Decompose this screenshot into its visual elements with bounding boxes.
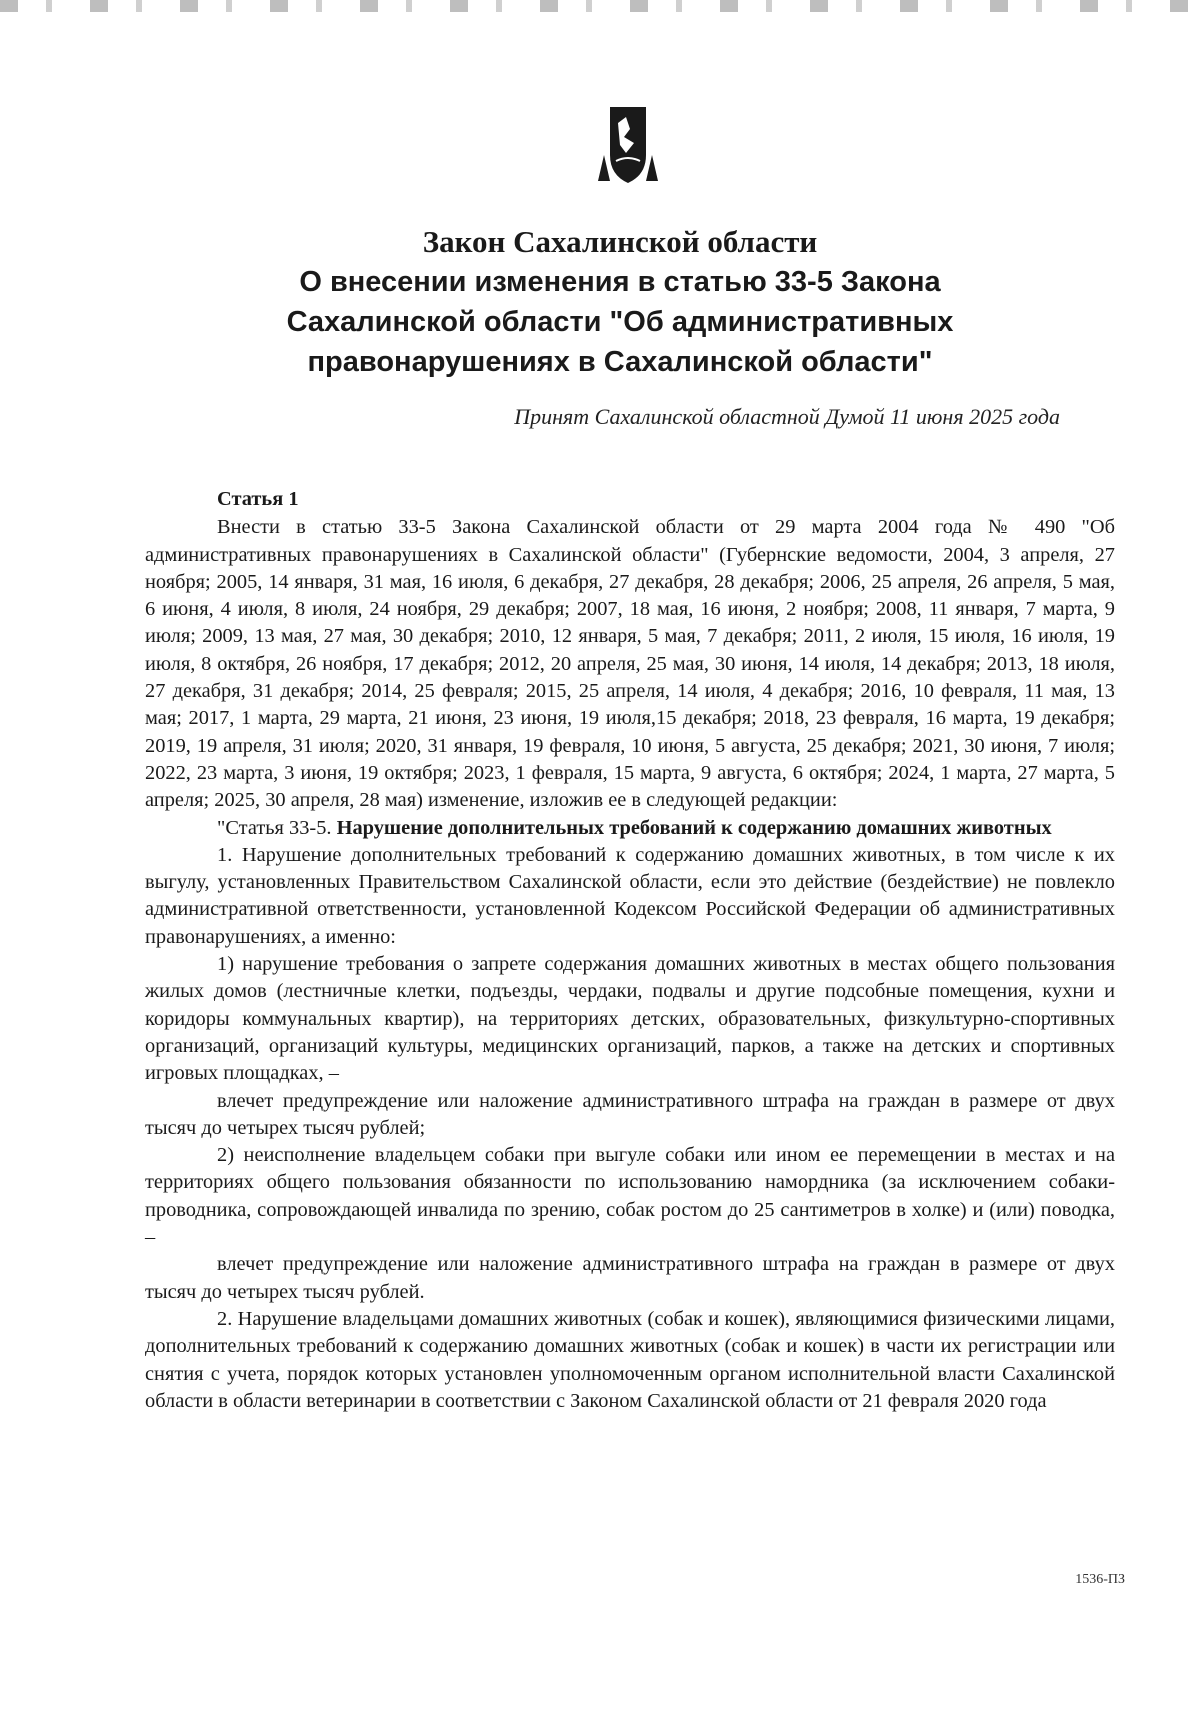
paragraph: влечет предупреждение или наложение административного штрафа на граждан в размере от двух тысяч до четырех тысяч рублей. (145, 1253, 1115, 1303)
title-block (130, 222, 1110, 382)
paragraph: 1. Нарушение дополнительных требований к содержанию домашних животных, в том числе к их выгулу, установленных Правительством Сахалинской области, если это действие (бездействие) не повлекло административной ответственности, установленной Кодексом Российской Федерации об административных правонарушениях, а именно: (145, 843, 1115, 948)
document-body (145, 486, 1115, 1415)
adoption-note: Принят Сахалинской областной Думой 11 июня 2025 года (514, 404, 1060, 429)
article-heading: Статья 1 (217, 488, 299, 510)
law-title-line: правонарушениях в Сахалинской области" (307, 346, 933, 378)
paragraph: влечет предупреждение или наложение административного штрафа на граждан в размере от двух тысяч до четырех тысяч рублей; (145, 1089, 1115, 1139)
paragraph: 2) неисполнение владельцем собаки при выгуле собаки или ином ее перемещении в местах и на территориях общего пользования обязанности по использованию намордника (за исключением собаки-проводника, сопровождающей инвалида по зрению, собак ростом до 25 сантиметров в холке) и (или) поводка, – (145, 1144, 1115, 1249)
law-type: Закон Сахалинской области (422, 224, 818, 259)
paragraph: 1) нарушение требования о запрете содержания домашних животных в местах общего пользования жилых домов (лестничные клетки, подъезды, чердаки, подвалы и другие подсобные помещения, кухни и коридоры коммунальных квартир), на территориях детских, образовательных, физкультурно-спортивных организаций, организаций культуры, медицинских организаций, парков, а также на детских и спортивных игровых площадках, – (145, 953, 1115, 1085)
article-intro: Внести в статью 33-5 Закона Сахалинской области от 29 марта 2004 года № 490 "Об административных правонарушениях в Сахалинской области" (Губернские ведомости, 2004, 3 апреля, 27 ноября; 2005, 14 января, 31 мая, 16 июля, 6 декабря, 27 декабря, 28 декабря; 2006, 25 апреля, 26 апреля, 5 мая, 6 июня, 4 июля, 8 июля, 24 ноября, 29 декабря; 2007, 18 мая, 16 июня, 2 ноября; 2008, 11 января, 7 марта, 9 июля; 2009, 13 мая, 27 мая, 30 декабря; 2010, 12 января, 5 мая, 7 декабря; 2011, 2 июля, 15 июля, 16 июля, 19 июля, 8 октября, 26 ноября, 17 декабря; 2012, 20 апреля, 25 мая, 30 июня, 14 июля, 14 декабря; 2013, 18 июля, 27 декабря, 31 декабря; 2014, 25 февраля; 2015, 25 апреля, 14 июля, 4 декабря; 2016, 10 февраля, 11 мая, 13 мая; 2017, 1 марта, 29 марта, 21 июня, 23 июня, 19 июля,15 декабря; 2018, 23 февраля, 16 марта, 19 декабря; 2019, 19 апреля, 31 июля; 2020, 31 января, 19 февраля, 10 июня, 5 августа, 25 декабря; 2021, 30 июня, 7 июля; 2022, 23 марта, 3 июня, 19 октября; 2023, 1 февраля, 15 марта, 9 августа, 6 октября; 2024, 1 марта, 27 марта, 5 апреля; 2025, 30 апреля, 28 мая) изменение, изложив ее в следующей редакции: (145, 516, 1115, 812)
document-code: 1536-ПЗ (1075, 1572, 1125, 1587)
new-article-title: Нарушение дополнительных требований к содержанию домашних животных (336, 816, 1052, 839)
new-article-heading (145, 815, 1115, 842)
paragraph: 2. Нарушение владельцами домашних животных (собак и кошек), являющимися физическими лицами, дополнительных требований к содержанию домашних животных (собак и кошек) в части их регистрации или снятия с учета, порядок которых установлен уполномоченным органом исполнительной власти Сахалинской области в области ветеринарии в соответствии с Законом Сахалинской области от 21 февраля 2020 года (145, 1307, 1115, 1412)
scan-edge-artifact (0, 0, 1200, 12)
law-title-line: О внесении изменения в статью 33-5 Закона (299, 266, 941, 298)
new-article-prefix: "Статья 33-5. (217, 816, 337, 839)
coat-of-arms-icon (596, 103, 660, 187)
law-title-line: Сахалинской области "Об административных (286, 306, 954, 338)
